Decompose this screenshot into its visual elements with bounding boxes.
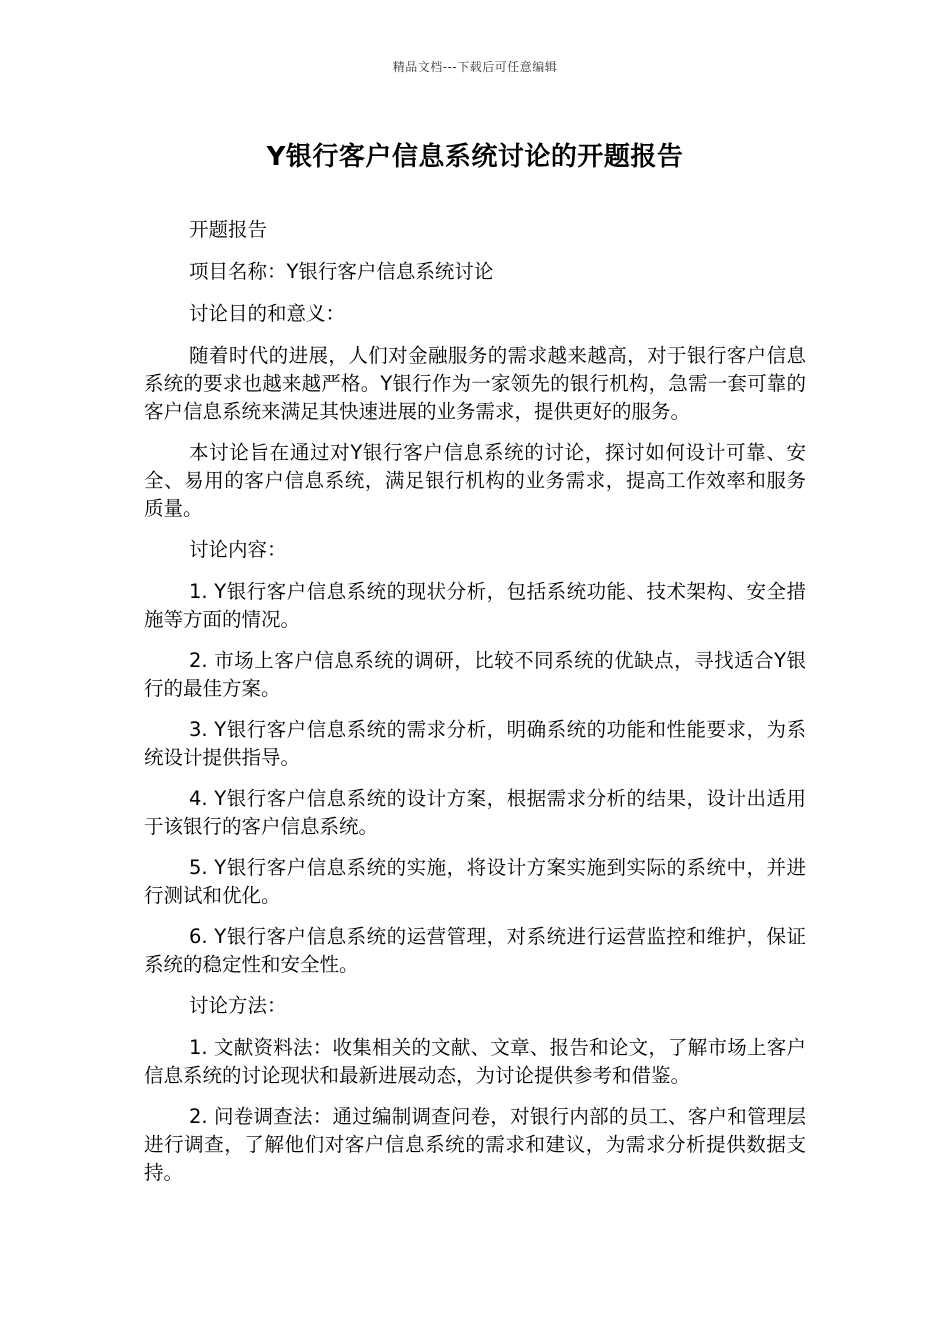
paragraph-purpose-heading: 讨论目的和意义： [189, 302, 346, 325]
paragraph-report-label: 开题报告 [189, 218, 268, 241]
paragraph-content-item-6: 6. Y银行客户信息系统的运营管理，对系统进行运营监控和维护，保证系统的稳定性和安全性。 [144, 925, 806, 976]
paragraph-content-item-2: 2. 市场上客户信息系统的调研，比较不同系统的优缺点，寻找适合Y银行的最佳方案。 [144, 649, 806, 700]
document-body [144, 216, 806, 1187]
header-note: 精品文档---下载后可任意编辑 [392, 60, 558, 74]
paragraph-method-heading: 讨论方法： [189, 994, 287, 1017]
paragraph-method-item-1: 1. 文献资料法：收集相关的文献、文章、报告和论文，了解市场上客户信息系统的讨论现状和最新进展动态，为讨论提供参考和借鉴。 [144, 1036, 806, 1087]
paragraph-method-item-2: 2. 问卷调查法：通过编制调查问卷，对银行内部的员工、客户和管理层进行调查，了解他们对客户信息系统的需求和建议，为需求分析提供数据支持。 [144, 1105, 806, 1184]
paragraph-content-item-4: 4. Y银行客户信息系统的设计方案，根据需求分析的结果，设计出适用于该银行的客户信息系统。 [144, 787, 806, 838]
document-title: Y银行客户信息系统讨论的开题报告 [266, 142, 684, 172]
paragraph-background: 随着时代的进展，人们对金融服务的需求越来越高，对于银行客户信息系统的要求也越来越严格。Y银行作为一家领先的银行机构，急需一套可靠的客户信息系统来满足其快速进展的业务需求，提供更好的服务。 [144, 344, 806, 423]
paragraph-aim: 本讨论旨在通过对Y银行客户信息系统的讨论，探讨如何设计可靠、安全、易用的客户信息系统，满足银行机构的业务需求，提高工作效率和服务质量。 [144, 441, 806, 520]
paragraph-content-item-3: 3. Y银行客户信息系统的需求分析，明确系统的功能和性能要求，为系统设计提供指导。 [144, 718, 806, 769]
paragraph-project-name: 项目名称：Y银行客户信息系统讨论 [189, 260, 494, 283]
paragraph-content-heading: 讨论内容： [189, 538, 287, 561]
paragraph-content-item-1: 1. Y银行客户信息系统的现状分析，包括系统功能、技术架构、安全措施等方面的情况。 [144, 580, 806, 631]
paragraph-content-item-5: 5. Y银行客户信息系统的实施，将设计方案实施到实际的系统中，并进行测试和优化。 [144, 856, 806, 907]
